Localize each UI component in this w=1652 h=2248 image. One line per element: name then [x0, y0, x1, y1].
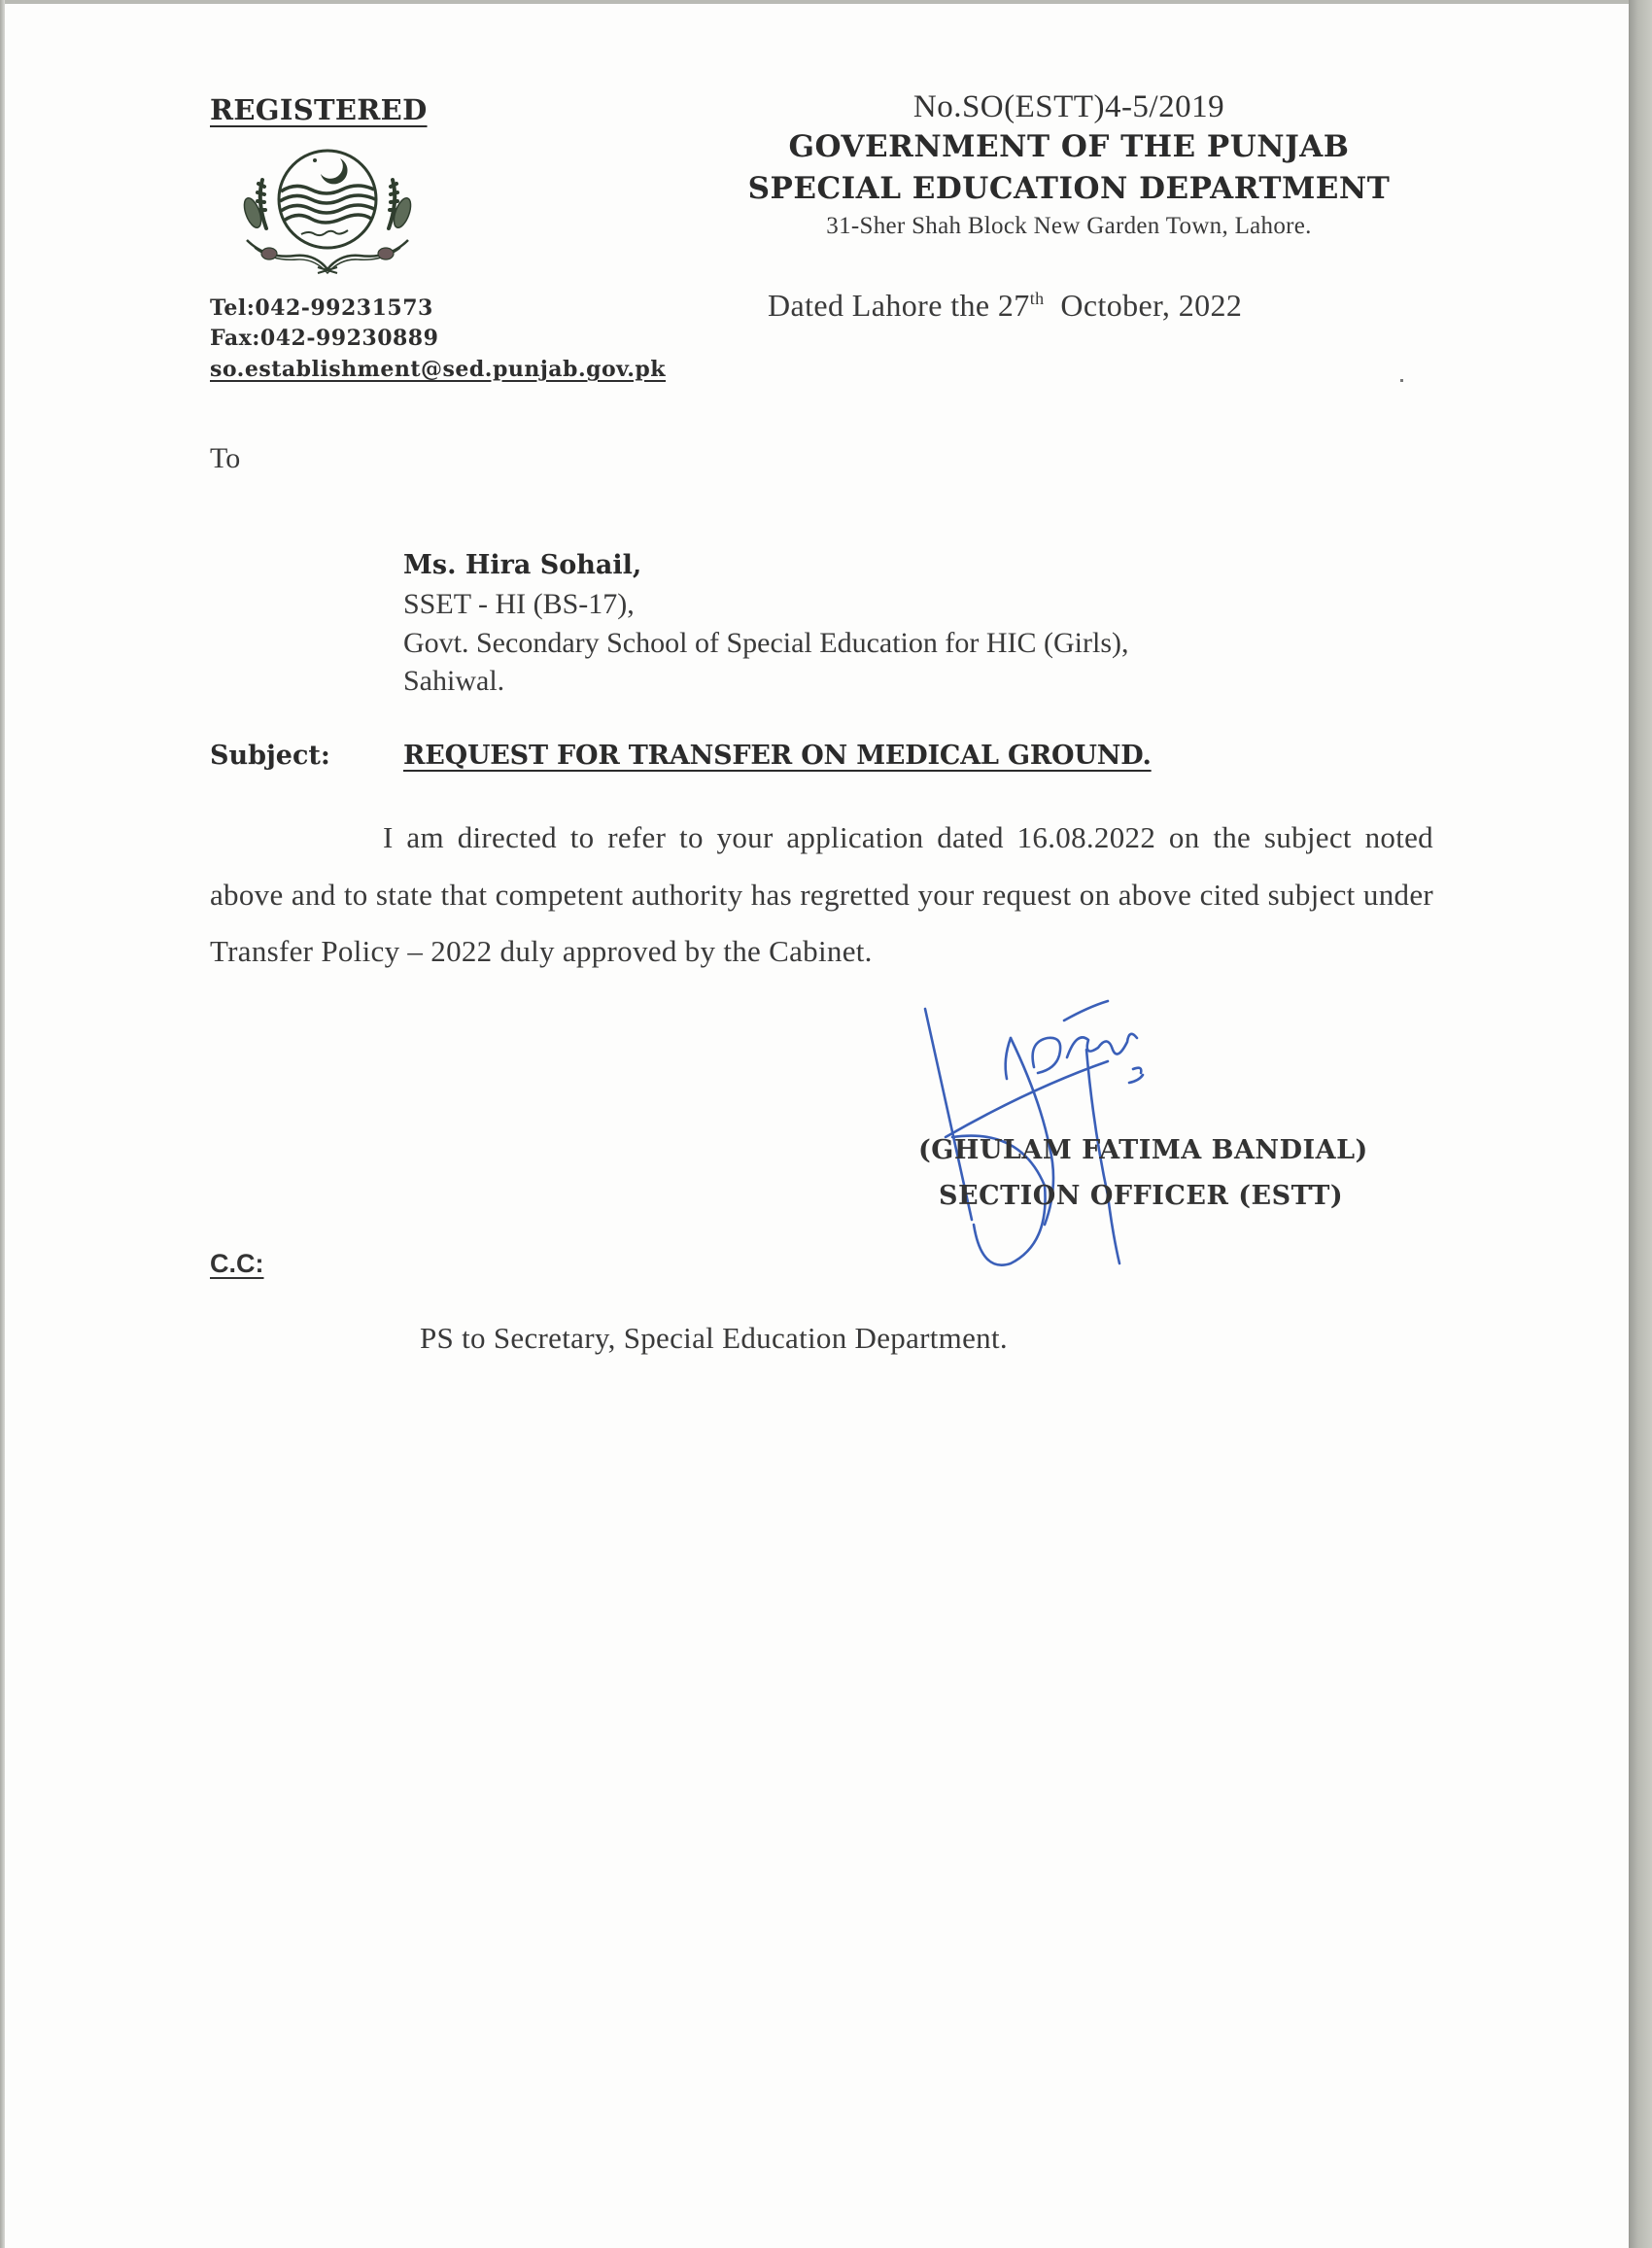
government-heading: GOVERNMENT OF THE PUNJAB	[788, 129, 1350, 164]
registered-label: REGISTERED	[210, 93, 428, 126]
scanner-edge-right	[1629, 0, 1652, 2248]
to-label: To	[210, 442, 241, 474]
reference-number: No.SO(ESTT)4-5/2019	[912, 89, 1225, 124]
signatory-name: (GHULAM FATIMA BANDIAL)	[918, 1135, 1368, 1165]
subject-label: Subject:	[210, 741, 330, 771]
telephone-number: Tel:042-99231573	[210, 295, 433, 321]
email-address: so.establishment@sed.punjab.gov.pk	[210, 357, 667, 382]
cc-label: C.C:	[210, 1249, 264, 1278]
recipient-designation: SSET - HI (BS-17),	[403, 588, 635, 620]
date-rest: October, 2022	[1044, 288, 1243, 323]
scanner-edge-top	[0, 0, 1652, 4]
fax-number: Fax:042-99230889	[210, 326, 439, 351]
letter-date	[768, 288, 1242, 324]
letter-body	[210, 810, 1433, 981]
recipient-name: Ms. Hira Sohail,	[403, 550, 642, 580]
department-address: 31-Sher Shah Block New Garden Town, Lahore.	[826, 213, 1312, 239]
date-prefix: Dated Lahore the 27	[768, 288, 1030, 323]
punjab-emblem-icon	[225, 133, 430, 289]
date-ordinal: th	[1029, 289, 1045, 308]
signatory-title: SECTION OFFICER (ESTT)	[939, 1181, 1344, 1211]
cc-recipient: PS to Secretary, Special Education Department.	[420, 1321, 1008, 1355]
body-paragraph: I am directed to refer to your application dated 16.08.2022 on the subject noted above and to state that competent authority has regretted your request on above cited subject under Transfer Policy – 2022 duly approved by the Cabinet.	[210, 820, 1433, 968]
department-heading: SPECIAL EDUCATION DEPARTMENT	[747, 171, 1391, 206]
scan-speck	[1400, 379, 1403, 382]
recipient-city: Sahiwal.	[403, 665, 505, 697]
recipient-school: Govt. Secondary School of Special Education for HIC (Girls),	[403, 627, 1129, 659]
subject-value: REQUEST FOR TRANSFER ON MEDICAL GROUND.	[403, 741, 1152, 771]
scanner-edge-left	[0, 0, 5, 2248]
